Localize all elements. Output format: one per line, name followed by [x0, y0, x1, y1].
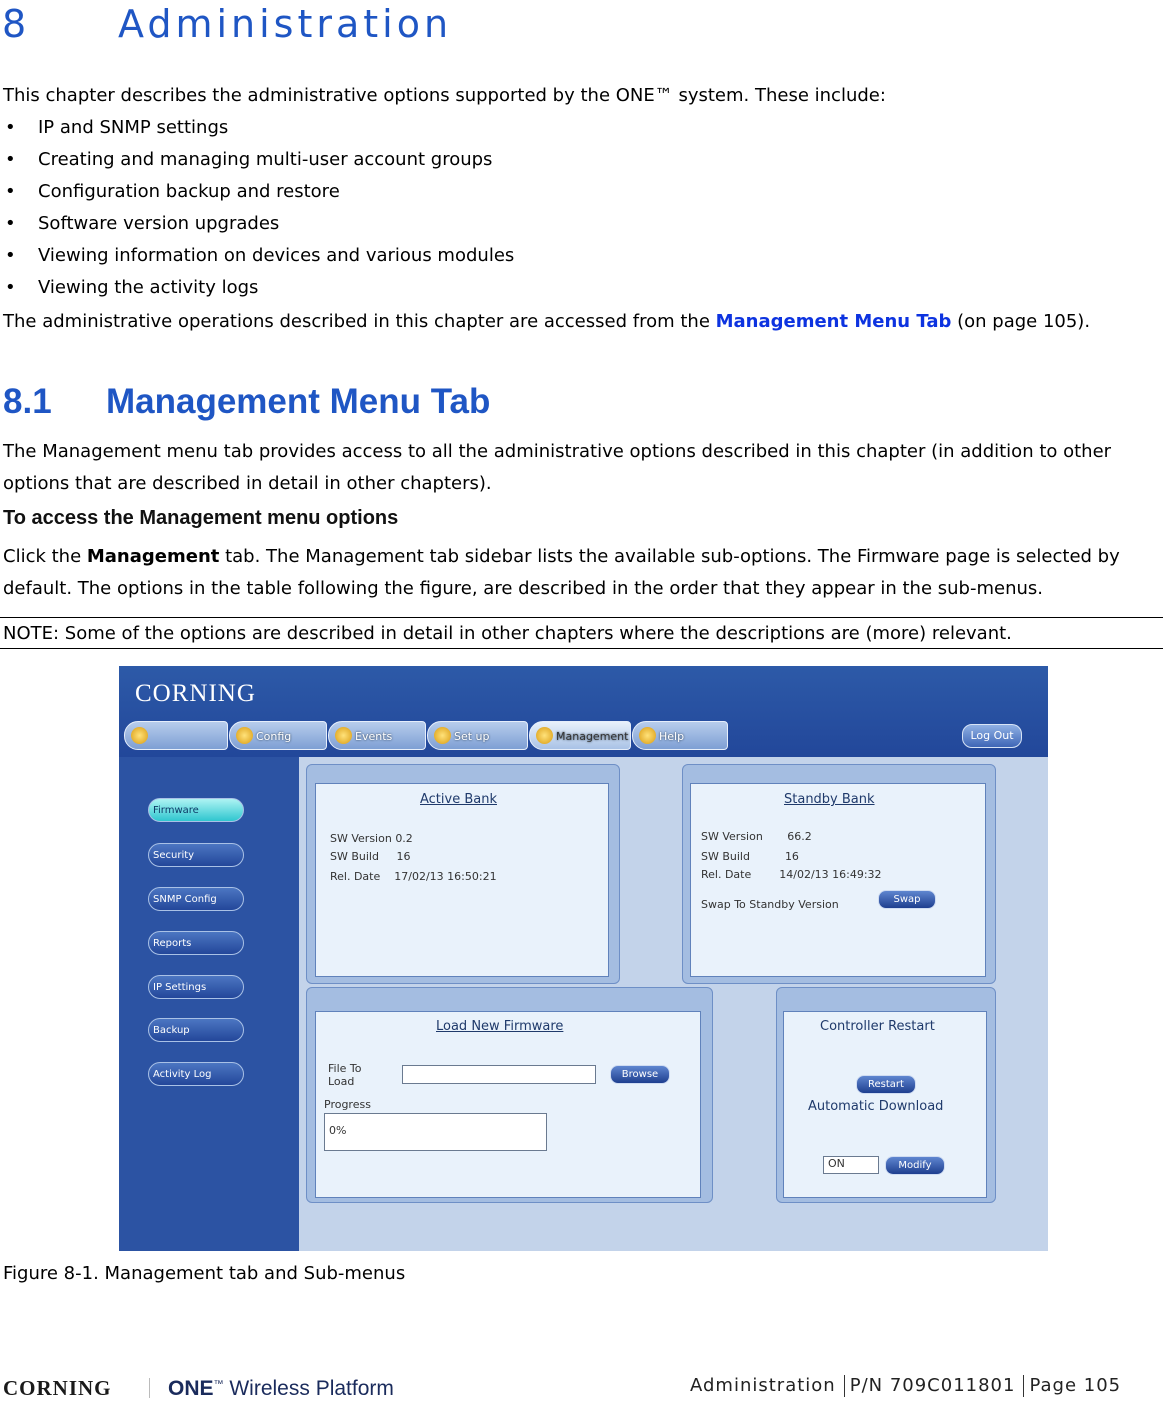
footer-section: Administration: [690, 1375, 836, 1396]
sidebar-item-activity-log[interactable]: Activity Log: [148, 1062, 244, 1086]
section-heading: [3, 382, 490, 422]
app-logo: CORNING: [135, 680, 256, 707]
footer-corning-logo: CORNING: [3, 1376, 112, 1400]
standby-sw-build: SW Build 16: [701, 850, 799, 863]
swap-label: Swap To Standby Version: [701, 898, 839, 911]
tab-home[interactable]: [124, 721, 228, 750]
active-bank-title: Active Bank: [420, 792, 497, 807]
sidebar-item-firmware[interactable]: Firmware: [148, 798, 244, 822]
list-item: • Configuration backup and restore: [3, 176, 514, 208]
procedure-heading: To access the Management menu options: [3, 507, 399, 529]
management-menu-tab-link[interactable]: Management Menu Tab: [715, 311, 952, 332]
load-firmware-title: Load New Firmware: [436, 1019, 564, 1034]
list-item: • Creating and managing multi-user account groups: [3, 144, 514, 176]
sidebar-item-backup[interactable]: Backup: [148, 1018, 244, 1042]
footer-page-info: [690, 1374, 1121, 1398]
sidebar-item-snmp-config[interactable]: SNMP Config: [148, 887, 244, 911]
note-box: NOTE: Some of the options are described in detail in other chapters where the descriptions are (more) relevant.: [0, 617, 1163, 649]
management-screenshot: [119, 666, 1048, 1251]
auto-download-input[interactable]: ON: [823, 1156, 879, 1174]
home-icon: [131, 727, 148, 744]
chapter-number: 8: [2, 2, 29, 46]
sidebar-item-security[interactable]: Security: [148, 843, 244, 867]
list-item: • Viewing information on devices and various modules: [3, 240, 514, 272]
active-sw-version: SW Version 0.2: [330, 832, 413, 845]
figure-caption: Figure 8-1. Management tab and Sub-menus: [3, 1263, 406, 1284]
progress-box: 0%: [324, 1113, 547, 1151]
access-text-before: The administrative operations described in this chapter are accessed from the: [3, 311, 716, 332]
tab-management[interactable]: Management: [529, 721, 631, 750]
footer-one-logo: ONE™ Wireless Platform: [168, 1377, 394, 1400]
click-text-before: Click the: [3, 546, 87, 567]
intro-paragraph: This chapter describes the administrative options supported by the ONE™ system. These include:: [3, 85, 886, 106]
footer-logo-divider: [149, 1378, 150, 1398]
management-icon: [536, 727, 553, 744]
standby-rel-date: Rel. Date 14/02/13 16:49:32: [701, 868, 882, 881]
logout-button[interactable]: Log Out: [962, 724, 1022, 748]
section-number: 8.1: [3, 382, 52, 421]
active-sw-build: SW Build 16: [330, 850, 411, 863]
bullet-list: [3, 112, 514, 304]
setup-icon: [434, 727, 451, 744]
section-title: Management Menu Tab: [106, 382, 491, 421]
list-item: • Software version upgrades: [3, 208, 514, 240]
access-text-after: (on page 105).: [951, 311, 1091, 332]
footer-part-number: P/N 709C011801: [849, 1375, 1016, 1396]
section-paragraph: The Management menu tab provides access to all the administrative options described in this chapter (in addition to other options that are described in detail in other chapters).: [3, 441, 1112, 494]
controller-restart-title: Controller Restart: [820, 1019, 935, 1034]
file-to-load-label: File To Load: [328, 1062, 362, 1088]
footer-page-number: Page 105: [1029, 1375, 1122, 1396]
tab-setup[interactable]: Set up: [427, 721, 528, 750]
standby-bank-title: Standby Bank: [784, 792, 875, 807]
sidebar-item-reports[interactable]: Reports: [148, 931, 244, 955]
click-bold-management: Management: [86, 546, 220, 567]
help-icon: [639, 727, 656, 744]
list-item: • IP and SNMP settings: [3, 112, 514, 144]
controller-restart-panel: [783, 1011, 987, 1198]
file-input[interactable]: [402, 1065, 596, 1084]
automatic-download-title: Automatic Download: [808, 1099, 944, 1114]
active-rel-date: Rel. Date 17/02/13 16:50:21: [330, 870, 497, 883]
click-text-after: tab. The Management tab sidebar lists the available sub-options. The Firmware page is selected by default. The options in the table following the figure, are described in the order that they appear in the sub-menus.: [3, 546, 1120, 599]
swap-button[interactable]: Swap: [878, 890, 936, 909]
restart-button[interactable]: Restart: [856, 1075, 916, 1094]
tab-config[interactable]: Config: [229, 721, 327, 750]
tab-help[interactable]: Help: [632, 721, 728, 750]
active-bank-panel: [315, 783, 609, 977]
management-sidebar: [119, 757, 299, 1251]
load-firmware-panel: [315, 1011, 701, 1198]
sidebar-item-ip-settings[interactable]: IP Settings: [148, 975, 244, 999]
list-item: • Viewing the activity logs: [3, 272, 514, 304]
standby-bank-panel: [690, 783, 986, 977]
standby-sw-version: SW Version 66.2: [701, 830, 812, 843]
config-icon: [236, 727, 253, 744]
modify-button[interactable]: Modify: [885, 1156, 945, 1175]
progress-label: Progress: [324, 1098, 371, 1111]
app-header: [119, 666, 1048, 757]
tab-events[interactable]: Events: [328, 721, 426, 750]
browse-button[interactable]: Browse: [610, 1065, 670, 1084]
access-paragraph: [3, 306, 1090, 338]
click-paragraph: [3, 541, 1163, 605]
chapter-title: Administration: [118, 2, 453, 46]
events-icon: [335, 727, 352, 744]
